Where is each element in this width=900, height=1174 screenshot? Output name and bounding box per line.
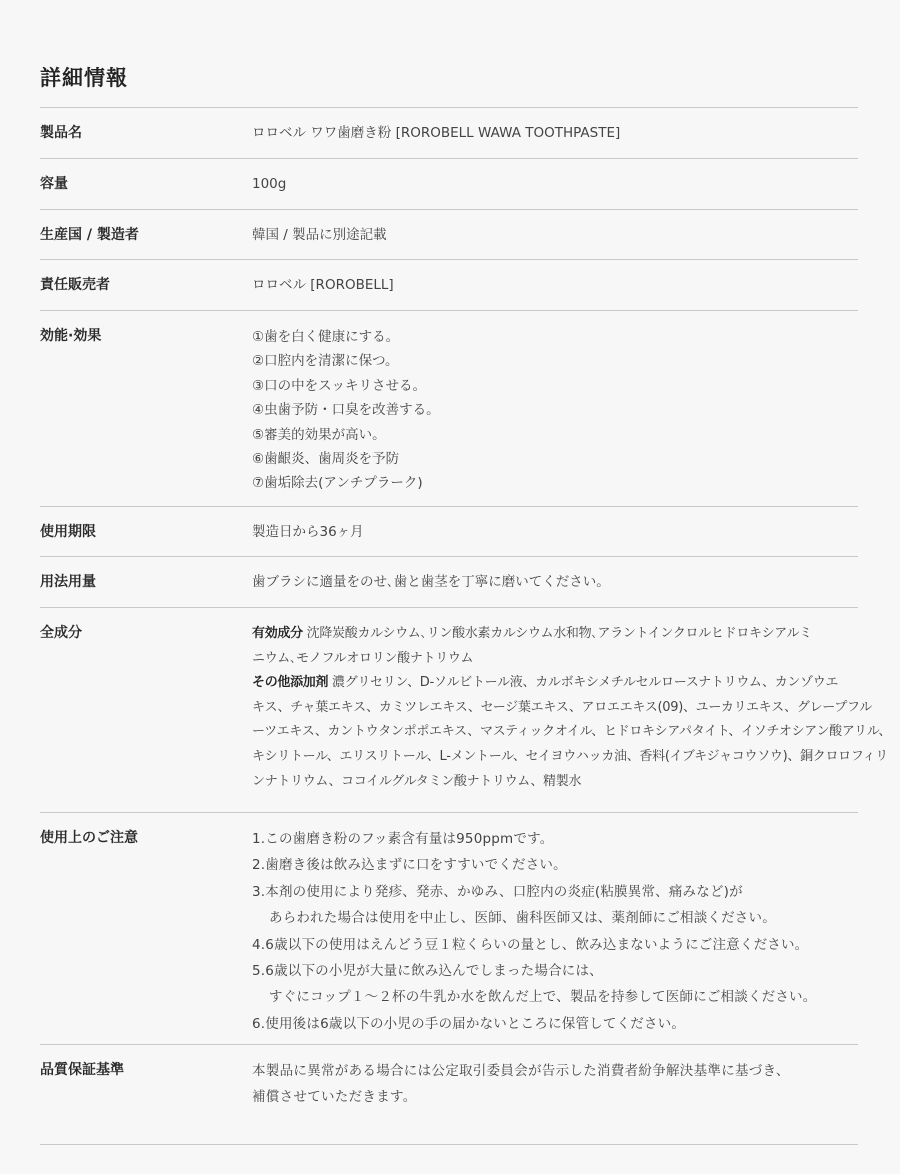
- row-value: 100g: [252, 176, 287, 192]
- row-label: 責任販売者: [40, 277, 110, 293]
- row-value: 韓国 / 製品に別途記載: [252, 227, 387, 243]
- info-table: [40, 107, 892, 1145]
- caution-item: 1.この歯磨き粉のフッ素含有量は950ppmです。: [252, 831, 554, 847]
- row-effects: [40, 310, 858, 506]
- ingredients-text: [252, 608, 891, 812]
- caution-item: 3.本剤の使用により発疹、発赤、かゆみ、口腔内の炎症(粘膜異常、痛みなど)が: [252, 883, 743, 900]
- effect-item: ⑦歯垢除去(アンチプラーク): [252, 475, 423, 492]
- effects-list: [252, 311, 858, 506]
- effect-item: ④虫歯予防・口臭を改善する。: [252, 402, 440, 419]
- other-ingredients-line: ンナトリウム、ココイルグルタミン酸ナトリウム、精製水: [252, 773, 582, 789]
- row-label: 品質保証基準: [40, 1062, 124, 1078]
- other-ingredients-line: [252, 671, 891, 696]
- active-ingredients-text: 沈降炭酸カルシウム､リン酸水素カルシウム水和物､アラントインクロルヒドロキシアルミ: [302, 626, 812, 641]
- other-ingredients-text: 濃グリセリン、D-ソルビトール液、カルボキシメチルセルロースナトリウム、カンゾウエ: [328, 675, 839, 691]
- active-ingredients-line: ニウム､モノフルオロリン酸ナトリウム: [252, 650, 474, 666]
- row-value: ロロベル ワワ歯磨き粉 [ROROBELL WAWA TOOTHPASTE]: [252, 125, 621, 141]
- caution-item: 5.6歳以下の小児が大量に飲み込んでしまった場合には、: [252, 963, 603, 980]
- effect-item: ②口腔内を清潔に保つ。: [252, 353, 399, 370]
- row-value: ロロベル [ROROBELL]: [252, 277, 394, 293]
- row-label: 用法用量: [40, 574, 96, 590]
- active-ingredients-line: [252, 622, 891, 647]
- caution-item: すぐにコップ１～２杯の牛乳か水を飲んだ上で、製品を持参して医師にご相談ください。: [269, 989, 817, 1006]
- row-label: 効能·効果: [40, 328, 102, 344]
- other-ingredients-line: キス、チャ葉エキス、カミツレエキス、セージ葉エキス、アロエエキス(09)、ユーカリエキス、グレープフル: [252, 699, 872, 715]
- row-label: 容量: [40, 176, 68, 192]
- quality-line: 補償させていただきます。: [252, 1089, 417, 1105]
- caution-item: 4.6歳以下の使用はえんどう豆１粒くらいの量とし、飲み込まないようにご注意ください。: [252, 936, 809, 953]
- row-caution: [40, 812, 858, 1044]
- active-ingredients-label: 有効成分: [252, 626, 303, 641]
- effect-item: ③口の中をスッキリさせる。: [252, 377, 426, 394]
- effect-item: ⑥歯齦炎、歯周炎を予防: [252, 451, 400, 468]
- caution-item: あらわれた場合は使用を中止し、医師、歯科医師又は、薬剤師にご相談ください。: [269, 910, 776, 927]
- row-value: 歯ブラシに適量をのせ､歯と歯茎を丁寧に磨いてください。: [252, 574, 610, 590]
- other-ingredients-label: その他添加剤: [252, 675, 329, 691]
- other-ingredients-line: キシリトール、エリスリトール、L-メントール、セイヨウハッカ油、香料(イブキジャコウソウ)、銅クロロフィリ: [252, 748, 888, 764]
- other-ingredients-line: ーツエキス、カントウタンポポエキス、マスティックオイル、ヒドロキシアパタイト、イソチオシアン酸アリル、: [252, 724, 892, 740]
- section-title: 詳細情報: [40, 66, 128, 90]
- caution-item: 6.使用後は6歳以下の小児の手の届かないところに保管してください。: [252, 1015, 686, 1032]
- effect-item: ①歯を白く健康にする。: [252, 329, 400, 345]
- row-value: 製造日から36ヶ月: [252, 524, 364, 540]
- row-seller: [40, 259, 858, 310]
- row-label: 使用期限: [40, 524, 96, 540]
- row-usage: [40, 556, 858, 607]
- row-label: 生産国 / 製造者: [40, 227, 139, 243]
- row-label: 使用上のご注意: [40, 830, 138, 846]
- row-capacity: [40, 158, 858, 209]
- caution-list: [252, 813, 858, 1044]
- quality-line: 本製品に異常がある場合には公定取引委員会が告示した消費者紛争解決基準に基づき、: [252, 1063, 790, 1079]
- row-label: 製品名: [40, 125, 82, 141]
- row-product-name: [40, 107, 858, 158]
- row-origin: [40, 209, 858, 259]
- row-quality: [40, 1044, 858, 1145]
- quality-text: [252, 1045, 858, 1144]
- row-expiry: [40, 506, 858, 556]
- row-ingredients: [40, 607, 892, 812]
- row-label: 全成分: [40, 625, 82, 641]
- caution-item: 2.歯磨き後は飲み込まずに口をすすいでください。: [252, 857, 567, 874]
- effect-item: ⑤審美的効果が高い。: [252, 426, 386, 443]
